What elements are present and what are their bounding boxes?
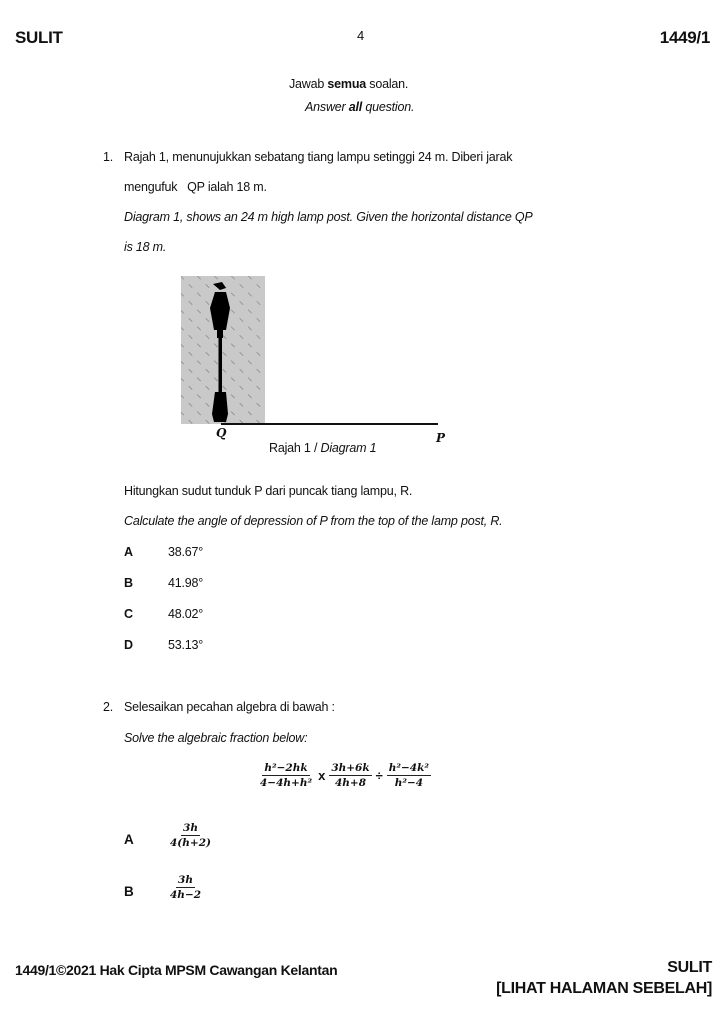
option-fraction: $\frac{3h}{4(h+2)}$ [170,822,211,849]
option-letter: A [124,545,134,559]
option-letter: B [124,576,134,590]
option-letter: B [124,884,134,899]
footer-classification: SULIT [667,959,712,976]
question-1-english-line1: Diagram 1, shows an 24 m high lamp post. Given the horizontal distance QP [124,210,533,224]
question-1-number: 1. [103,150,114,164]
question-1-english-line2: is 18 m. [124,240,167,254]
option-value: 53.13° [168,638,204,652]
multiply-operator: x [318,768,326,783]
fraction-3: $\frac{\text{h²−4k²}}{\text{h²−4}}$ [388,762,429,789]
fraction-1: $\frac{\text{h²−2hk}}{\text{4−4h+h²}}$ [260,762,313,789]
option-value: 48.02° [168,607,204,621]
fraction-2: $\frac{3h+6k}{4h+8}$ [331,762,370,789]
footer-next-page-note: [LIHAT HALAMAN SEBELAH] [496,980,712,997]
option-letter: D [124,638,134,652]
option-value: 38.67° [168,545,204,559]
header-classification: SULIT [15,28,63,47]
question-2-malay: Selesaikan pecahan algebra di bawah : [124,700,335,714]
diagram-label-p: P [436,431,446,445]
question-1-malay-line1: Rajah 1, menunujukkan sebatang tiang lampu setinggi 24 m. Diberi jarak [124,150,513,164]
option-letter: C [124,607,134,621]
option-letter: A [124,832,134,847]
algebraic-expression [258,762,431,789]
option-fraction: $\frac{3h}{4h-2}$ [170,874,202,901]
diagram-caption: Rajah 1 / Diagram 1 [269,441,377,455]
option-value: 41.98° [168,576,204,590]
header-paper-code: 1449/1 [659,28,710,47]
question-2-option-a[interactable] [124,822,324,858]
divide-operator: ÷ [375,768,383,783]
question-2-option-b[interactable] [124,874,324,910]
diagram-label-q: Q [216,426,227,440]
instruction-malay: Jawab semua soalan. [289,77,409,91]
footer-copyright: 1449/1©2021 Hak Cipta MPSM Cawangan Kelantan [15,962,338,978]
page-number: 4 [357,28,365,43]
question-2-number: 2. [103,700,114,714]
instruction-english: Answer all question. [305,100,415,114]
question-1-prompt-english: Calculate the angle of depression of P from the top of the lamp post, R. [124,514,503,528]
question-1-malay-line2: mengufuk QP ialah 18 m. [124,180,267,194]
question-1-prompt-malay: Hitungkan sudut tunduk P dari puncak tiang lampu, R. [124,484,413,498]
question-2-english: Solve the algebraic fraction below: [124,731,308,745]
